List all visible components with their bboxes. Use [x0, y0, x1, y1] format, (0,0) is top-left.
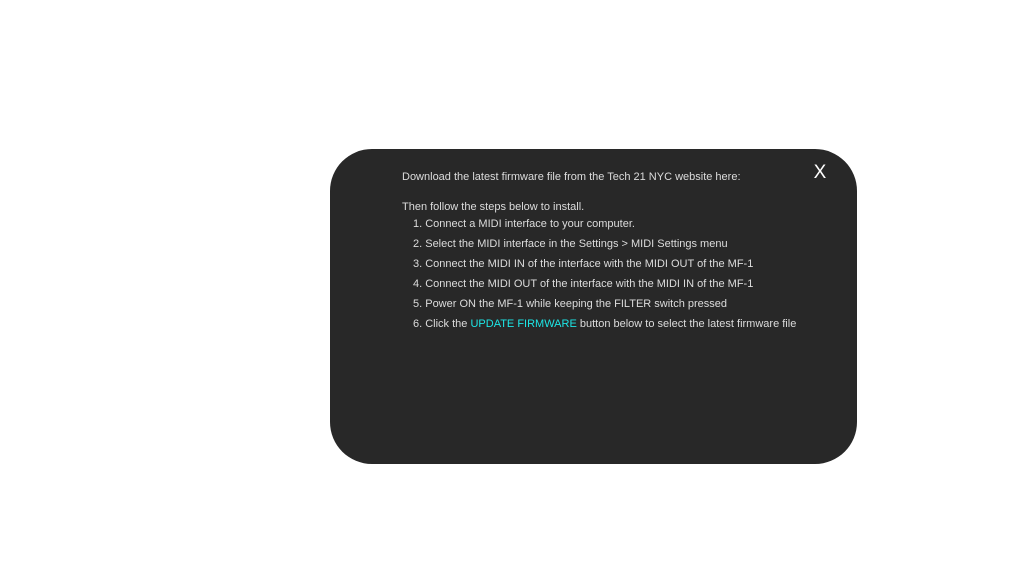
- install-instructions-heading: Then follow the steps below to install.: [402, 201, 585, 213]
- install-step-6-prefix: 6. Click the: [413, 318, 471, 330]
- close-button[interactable]: X: [813, 162, 827, 183]
- install-step: 5. Power ON the MF-1 while keeping the FILTER switch pressed: [413, 298, 728, 310]
- install-step: 4. Connect the MIDI OUT of the interface with the MIDI IN of the MF-1: [413, 278, 754, 290]
- install-step-6: [413, 317, 822, 331]
- install-steps-list: [402, 217, 822, 331]
- install-step: 3. Connect the MIDI IN of the interface with the MIDI OUT of the MF-1: [413, 258, 754, 270]
- download-instructions: Download the latest firmware file from the Tech 21 NYC website here:: [402, 171, 741, 183]
- install-step: 2. Select the MIDI interface in the Settings > MIDI Settings menu: [413, 238, 728, 250]
- firmware-update-dialog: [330, 149, 857, 464]
- update-firmware-link[interactable]: UPDATE FIRMWARE: [470, 318, 577, 330]
- install-step: 1. Connect a MIDI interface to your computer.: [413, 218, 635, 230]
- install-step-6-suffix: button below to select the latest firmware file: [576, 318, 797, 330]
- dialog-content: [402, 170, 822, 337]
